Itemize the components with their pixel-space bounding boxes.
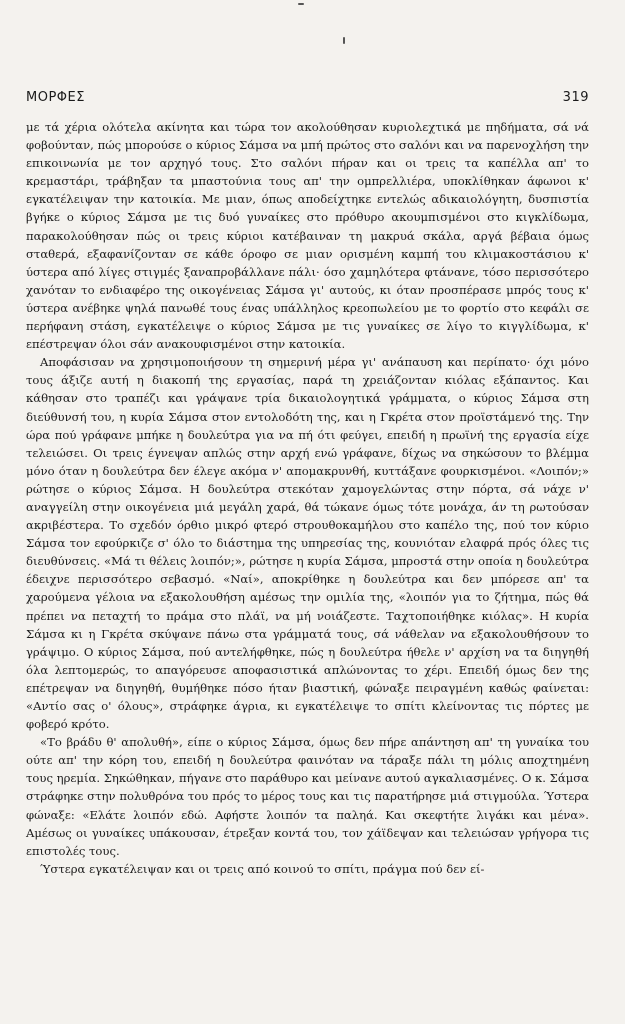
paragraph: με τά χέρια ολότελα ακίνητα και τώρα τον ακολούθησαν κυριολεχτικά με πηδήματα, σά νά φοβούνταν, πώς μπορούσε ο κύριος Σάμσα να μπή πρώτος στο σαλόνι και να παρενοχλήση την επικοινωνία με τον αρχηγό τους. Στο σαλόνι πήραν και οι τρεις τα καπέλλα απ' το κρεμαστάρι, τράβηξαν τα μπαστούνια τους απ' την ομπρελλιέρα, υποκλίθηκαν άφωνοι κ' εγκατέλειψαν την κατοικία. Με μιαν, όπως αποδείχτηκε εντελώς αδικαιολόγητη, δυσπιστία βγήκε ο κύριος Σάμσα με τις δυό γυναίκες στο πρόθυρο ακουμπισμένοι στο κιγκλίδωμα, παρακολούθησαν πώς οι τρεις κύριοι κατέβαιναν τη μακρυά σκάλα, αργά βέβαια όμως σταθερά, εξαφανίζονταν σε κάθε όροφο σε μιαν ορισμένη καμπή του κλιμακοστάσιου κ' ύστερα από λίγες στιγμές ξαναπροβάλλανε πάλι· όσο χαμηλότερα φτάνανε, τόσο περισσότερο χανόταν το ενδιαφέρο της οικογένειας Σάμσα γι' αυτούς, κι όταν προσπέρασε μπρός τους κ' ύστερα ανέβηκε ψηλά πανωθέ τους ένας υπάλληλος κρεοπωλείου με το φορτίο στο κεφάλι σε περήφανη στάση, εγκατέλειψε ο κύριος Σάμσα με τις γυναίκες σε λίγο το κιγγλίδωμα, κ' επέστρεψαν όλοι σάν ανακουφισμένοι στην κατοικία. — [26, 120, 589, 352]
page-number: 319 — [562, 90, 589, 105]
paragraph: «Το βράδυ θ' απολυθή», είπε ο κύριος Σάμσα, όμως δεν πήρε απάντηση απ' τη γυναίκα του ούτε απ' την κόρη του, επειδή η δουλεύτρα φαινόταν να τάραξε πάλι τη μόλις αποχτημένη τους ηρεμία. Σηκώθηκαν, πήγανε στο παράθυρο και μείνανε αυτού αγκαλιασμένες. Ο κ. Σάμσα στράφηκε στην πολυθρόνα του πρός το μέρος τους και τις παρατήρησε μιά στιγμούλα. Ύστερα φώναξε: «Ελάτε λοιπόν εδώ. Αφήστε λοιπόν τα παληά. Και σκεφτήτε λιγάκι και μένα». Αμέσως οι γυναίκες υπάκουσαν, έτρεξαν κοντά του, τον χάϊδεψαν και τελειώσαν γρήγορα τις επιστολές τους. — [26, 735, 589, 858]
page-header — [26, 90, 589, 105]
scan-mark-top — [298, 3, 304, 5]
paragraph: Αποφάσισαν να χρησιμοποιήσουν τη σημερινή μέρα γι' ανάπαυση και περίπατο· όχι μόνο τους άξιζε αυτή η διακοπή της εργασίας, παρά τη χρειάζονταν κιόλας εξάπαντος. Και κάθησαν στο τραπέζι και γράψανε τρία δικαιολογητικά γράμματα, ο κύριος Σάμσα στη διεύθυνσή του, η κυρία Σάμσα στον εντολοδότη της, και η Γκρέτα στον προϊστάμενό της. Την ώρα πού γράφανε μπήκε η δουλεύτρα για να πή ότι φεύγει, επειδή η πρωϊνή της εργασία είχε τελειώσει. Οι τρεις έγνεψαν απλώς στην αρχή ενώ γράφανε, δίχως να σηκώσουν το βλέμμα μόνο όταν η δουλεύτρα δεν έλεγε ακόμα ν' απομακρυνθή, κυττάξανε φουρκισμένοι. «Λοιπόν;» ρώτησε ο κύριος Σάμσα. Η δουλεύτρα στεκόταν χαμογελώντας στην πόρτα, σά νάχε ν' αναγγείλη στην οικογένεια μιά μεγάλη χαρά, θά τώκανε όμως τότε μονάχα, άν τη ρωτούσαν ακριβέστερα. Το σχεδόν όρθιο μικρό φτερό στρουθοκαμήλου στο καπέλο της, πού τον κύριο Σάμσα τον εφούρκιζε σ' όλο το διάστημα της υπηρεσίας της, κουνιόταν ελαφρά πρός όλες τις διευθύνσεις. «Μά τι θέλεις λοιπόν;», ρώτησε η κυρία Σάμσα, μπροστά στην οποία η δουλεύτρα έδειχνε περισσότερο σεβασμό. «Ναί», αποκρίθηκε η δουλεύτρα και δεν μπόρεσε απ' τα χαρούμενα γέλοια να εξακολουθήση αμέσως την ομιλία της, «λοιπόν για το ζήτημα, πώς θά πρέπει να πεταχτή το πράμα στο πλάϊ, να μή νοιάζεστε. Ταχτοποιήθηκε κιόλας». Η κυρία Σάμσα κι η Γκρέτα σκύψανε πάνω στα γράμματά τους, σά νάθελαν να εξακολουθήσουν το γράψιμο. Ο κύριος Σάμσα, πού αντελήφθηκε, πώς η δουλεύτρα ήθελε ν' αρχίση να τα διηγηθή όλα λεπτομερώς, το απαγόρευσε αποφασιστικά απλώνοντας το χέρι. Επειδή όμως δεν της επέτρεψαν να διηγηθή, θυμήθηκε πόσο ήταν βιαστική, φώναξε πειραγμένη καθώς φαίνεται: «Αντίο σας ο' όλους», στράφηκε άγρια, κι εγκατέλειψε το σπίτι κλείνοντας τις πόρτες με φοβερό κρότο. — [26, 355, 589, 732]
scan-mark-small — [343, 37, 345, 44]
paragraph: Ύστερα εγκατέλειψαν και οι τρεις από κοινού το σπίτι, πράγμα πού δεν εί- — [40, 861, 485, 876]
running-title: ΜΟΡΦΕΣ — [26, 90, 85, 105]
body-text — [26, 118, 589, 878]
